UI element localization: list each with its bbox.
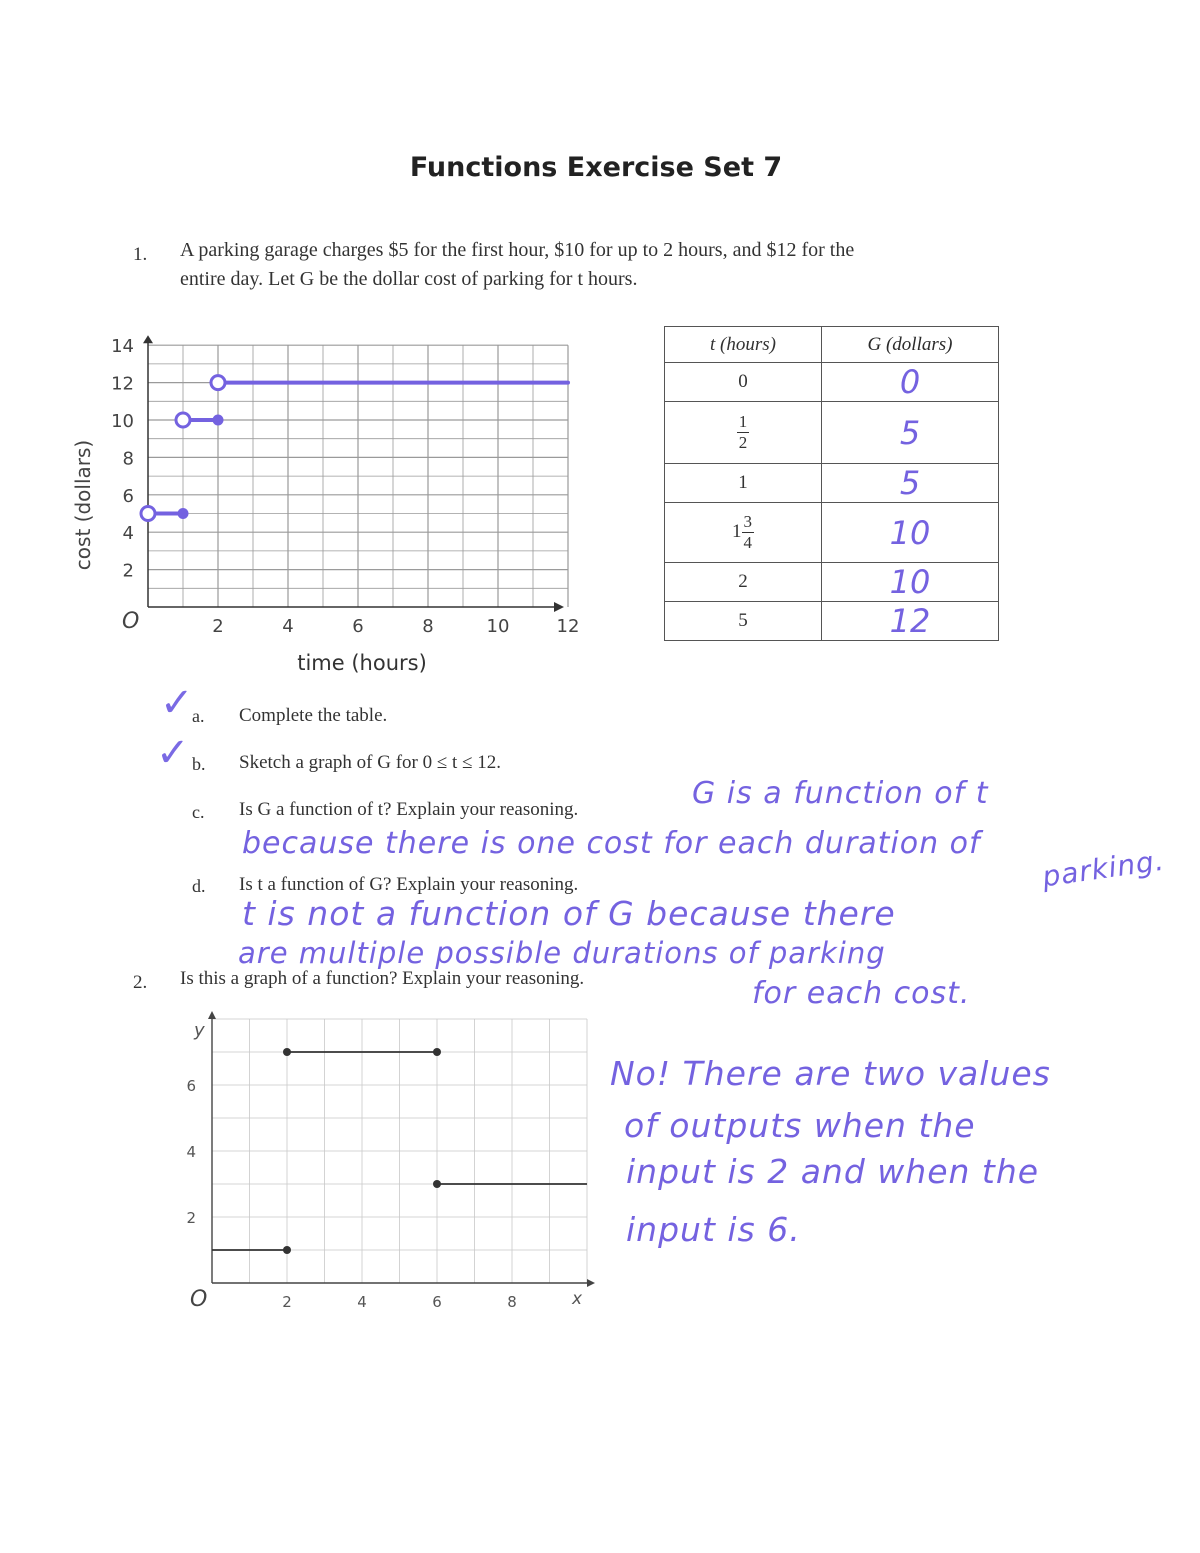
cost-graph-ylabel: cost (dollars): [71, 439, 95, 571]
table-cell-g: 0: [822, 363, 999, 402]
answer-d-line-3: for each cost.: [752, 976, 971, 1011]
y-tick-label: 4: [122, 523, 134, 545]
part-d-text: Is t a function of G? Explain your reasoning.: [239, 874, 579, 895]
checkmark-icon: ✓: [160, 680, 194, 726]
question-1-line-2: entire day. Let G be the dollar cost of parking for t hours.: [180, 268, 638, 290]
fraction-numerator: 1: [738, 412, 748, 431]
table-row: [665, 402, 999, 464]
x-tick-label: 12: [556, 616, 580, 637]
answer-c-line-3: parking.: [1040, 843, 1167, 894]
y-axis-arrow: [208, 1011, 216, 1019]
closed-point: [283, 1246, 291, 1254]
open-point: [141, 507, 155, 521]
question-1-line-1: A parking garage charges $5 for the first hour, $10 for up to 2 hours, and $12 for the: [180, 239, 855, 261]
x-axis-arrow: [554, 602, 564, 612]
table-cell-t: [665, 402, 822, 464]
table-row: [665, 602, 999, 641]
closed-point: [283, 1048, 291, 1056]
part-a-text: Complete the table.: [239, 705, 388, 726]
x-tick-label: 4: [282, 616, 294, 637]
y-tick-label: 10: [111, 411, 134, 432]
part-c-text: Is G a function of t? Explain your reasoning.: [239, 799, 579, 820]
closed-point: [433, 1048, 441, 1056]
step-graph-ticks: [186, 1077, 516, 1311]
values-table: [664, 326, 999, 641]
page-title: Functions Exercise Set 7: [409, 152, 783, 183]
question-2-number: 2.: [133, 972, 148, 993]
answer-c-line-1: G is a function of t: [692, 776, 989, 811]
table-header-g: G (dollars): [822, 327, 999, 363]
step-graph: [170, 1010, 610, 1320]
x-tick-label: 6: [432, 1293, 442, 1311]
table-row: [665, 503, 999, 563]
y-tick-label: 8: [122, 448, 134, 470]
answer-d-line-2: are multiple possible durations of parking: [238, 936, 886, 970]
part-b-letter: b.: [192, 754, 206, 774]
cost-graph-xlabel: time (hours): [297, 651, 427, 675]
answer-q2-line-2: of outputs when the: [624, 1106, 976, 1145]
x-tick-label: 8: [507, 1293, 517, 1311]
x-tick-label: 2: [212, 616, 224, 637]
y-tick-label: 12: [111, 373, 134, 395]
part-d-letter: d.: [192, 876, 206, 896]
table-cell-g: 12: [822, 602, 999, 641]
y-tick-label: 14: [111, 336, 134, 358]
cost-graph-axes: [143, 335, 564, 612]
step-graph-ylabel: y: [194, 1020, 205, 1041]
table-cell-g: 5: [822, 464, 999, 503]
table-cell-t: [665, 503, 822, 563]
x-axis-arrow: [587, 1279, 595, 1287]
fraction-denominator: 4: [743, 533, 752, 552]
table-cell-g: 10: [822, 563, 999, 602]
answer-q2-line-3: input is 2 and when the: [626, 1152, 1040, 1191]
cost-graph-origin: O: [122, 609, 140, 634]
table-row: [665, 563, 999, 602]
table-cell-t: 0: [665, 363, 822, 402]
table-cell-g: 5: [822, 402, 999, 464]
part-a-letter: a.: [192, 706, 205, 726]
table-cell-g: 10: [822, 503, 999, 563]
x-tick-label: 6: [352, 616, 364, 637]
step-graph-grid: [212, 1019, 587, 1283]
question-1-number: 1.: [133, 244, 148, 265]
y-axis-arrow: [143, 335, 153, 343]
step-graph-xlabel: x: [572, 1289, 583, 1309]
question-1-text: [180, 236, 854, 294]
open-point: [176, 413, 190, 427]
fraction: [737, 412, 750, 453]
answer-q2-line-4: input is 6.: [626, 1210, 801, 1249]
x-tick-label: 4: [357, 1293, 367, 1311]
table-cell-t: 2: [665, 563, 822, 602]
table-cell-t: 5: [665, 602, 822, 641]
part-b-text: Sketch a graph of G for 0 ≤ t ≤ 12.: [239, 752, 501, 773]
x-tick-label: 8: [422, 616, 434, 637]
y-tick-label: 4: [186, 1143, 196, 1161]
table-header-t: t (hours): [665, 327, 822, 363]
fraction-denominator: 2: [738, 433, 748, 452]
step-graph-origin: O: [190, 1287, 208, 1312]
y-tick-label: 6: [122, 485, 134, 507]
y-tick-label: 2: [186, 1209, 196, 1227]
y-tick-label: 6: [186, 1077, 196, 1095]
y-tick-label: 2: [122, 560, 134, 582]
cost-graph-series: [141, 376, 568, 521]
answer-q2-line-1: No! There are two values: [610, 1054, 1051, 1093]
x-tick-label: 2: [282, 1293, 292, 1311]
table-row: [665, 363, 999, 402]
closed-point: [433, 1180, 441, 1188]
closed-point: [213, 415, 224, 426]
fraction: [742, 512, 755, 553]
closed-point: [178, 508, 189, 519]
table-row: [665, 464, 999, 503]
answer-c-line-2: because there is one cost for each duration of: [242, 826, 981, 861]
part-c-letter: c.: [192, 802, 205, 822]
x-tick-label: 10: [486, 616, 510, 637]
table-cell-t: 1: [665, 464, 822, 503]
mixed-number-whole: 1: [732, 520, 742, 542]
checkmark-icon: ✓: [156, 730, 190, 776]
fraction-numerator: 3: [743, 512, 752, 531]
answer-d-line-1: t is not a function of G because there: [242, 894, 896, 933]
question-2-text: Is this a graph of a function? Explain your reasoning.: [180, 968, 585, 989]
cost-graph: [60, 330, 620, 680]
open-point: [211, 376, 225, 390]
